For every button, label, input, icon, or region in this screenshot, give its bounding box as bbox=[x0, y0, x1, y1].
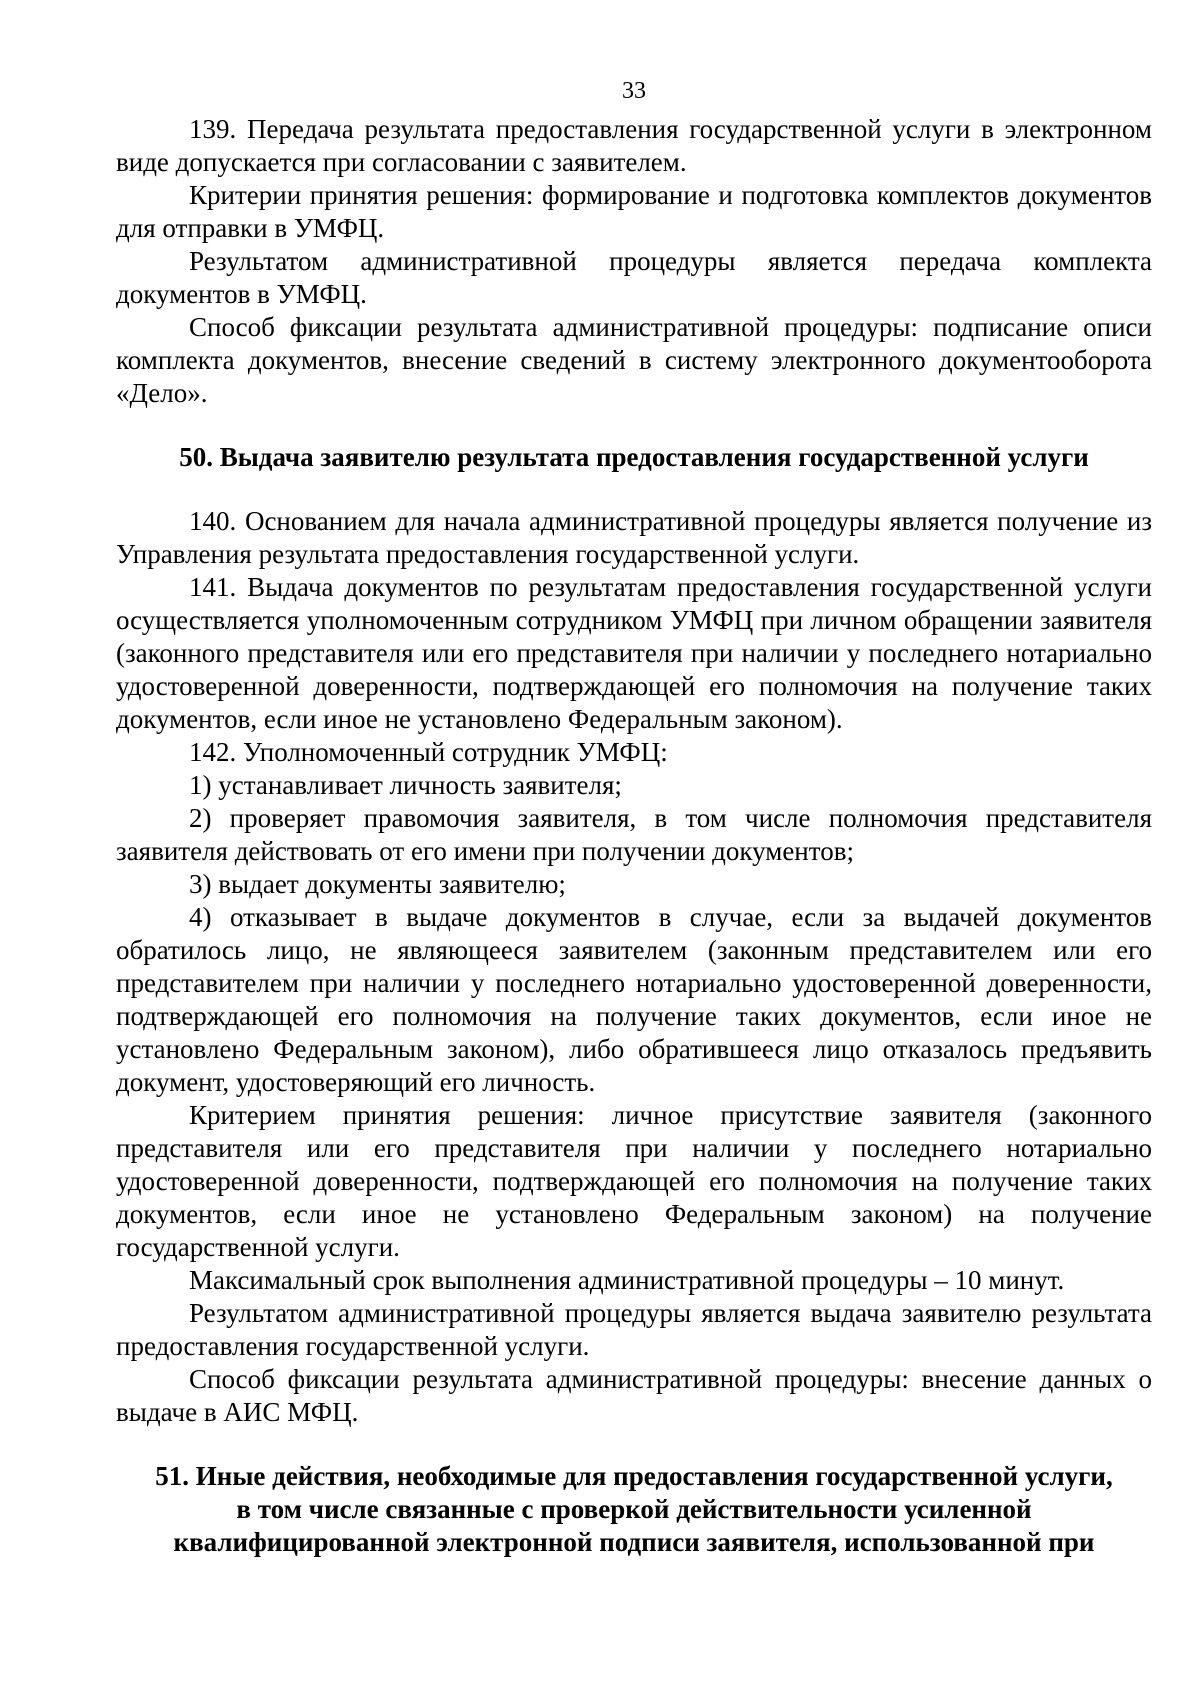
paragraph-141: 141. Выдача документов по результатам предоставления государственной услуги осуществляется уполномоченным сотрудником УМФЦ при личном обращении заявителя (законного представителя или его представителя при наличии у последнего нотариально удостоверенной доверенности, подтверждающей его полномочия на получение таких документов, если иное не установлено Федеральным законом). bbox=[116, 572, 1152, 734]
section-50-heading: 50. Выдача заявителю результата предоставления государственной услуги bbox=[179, 442, 1089, 472]
list-item-1: 1) устанавливает личность заявителя; bbox=[189, 770, 622, 800]
paragraph-result: Результатом административной процедуры является передача комплекта документов в УМФЦ. bbox=[116, 246, 1152, 309]
document-page bbox=[116, 0, 1152, 1697]
list-item-3: 3) выдает документы заявителю; bbox=[189, 869, 566, 899]
section-51-heading-line: 51. Иные действия, необходимые для предоставления государственной услуги, bbox=[155, 1461, 1113, 1491]
paragraph-decision-criterion: Критерием принятия решения: личное присутствие заявителя (законного представителя или его представителя при наличии у последнего нотариально удостоверенной доверенности, подтверждающей его полномочия на получение таких документов, если иное не установлено Федеральным законом) на получение государственной услуги. bbox=[116, 1100, 1152, 1262]
paragraph-142: 142. Уполномоченный сотрудник УМФЦ: bbox=[189, 737, 668, 767]
paragraph-fixation: Способ фиксации результата административной процедуры: подписание описи комплекта документов, внесение сведений в систему электронного документооборота «Дело». bbox=[116, 312, 1152, 408]
page-number: 33 bbox=[622, 78, 646, 104]
paragraph-139: 139. Передача результата предоставления государственной услуги в электронном виде допускается при согласовании с заявителем. bbox=[116, 114, 1152, 177]
paragraph-fixation-method: Способ фиксации результата административной процедуры: внесение данных о выдаче в АИС МФЦ. bbox=[116, 1364, 1152, 1427]
page-content bbox=[116, 113, 1152, 1559]
paragraph-140: 140. Основанием для начала административной процедуры является получение из Управления результата предоставления государственной услуги. bbox=[116, 506, 1152, 569]
section-51-heading-line: квалифицированной электронной подписи заявителя, использованной при bbox=[173, 1527, 1095, 1557]
list-item-2: 2) проверяет правомочия заявителя, в том числе полномочия представителя заявителя действовать от его имени при получении документов; bbox=[116, 803, 1152, 866]
paragraph-criteria: Критерии принятия решения: формирование и подготовка комплектов документов для отправки в УМФЦ. bbox=[116, 180, 1152, 243]
section-51-heading-line: в том числе связанные с проверкой действительности усиленной bbox=[236, 1494, 1032, 1524]
list-item-4: 4) отказывает в выдаче документов в случае, если за выдачей документов обратилось лицо, не являющееся заявителем (законным представителем или его представителем при наличии у последнего нотариально удостоверенной доверенности, подтверждающей его полномочия на получение таких документов, если иное не установлено Федеральным законом), либо обратившееся лицо отказалось предъявить документ, удостоверяющий его личность. bbox=[116, 902, 1152, 1097]
paragraph-procedure-result: Результатом административной процедуры является выдача заявителю результата предоставления государственной услуги. bbox=[116, 1298, 1152, 1361]
section-51-heading bbox=[116, 1460, 1152, 1559]
paragraph-max-duration: Максимальный срок выполнения административной процедуры – 10 минут. bbox=[189, 1265, 1065, 1295]
